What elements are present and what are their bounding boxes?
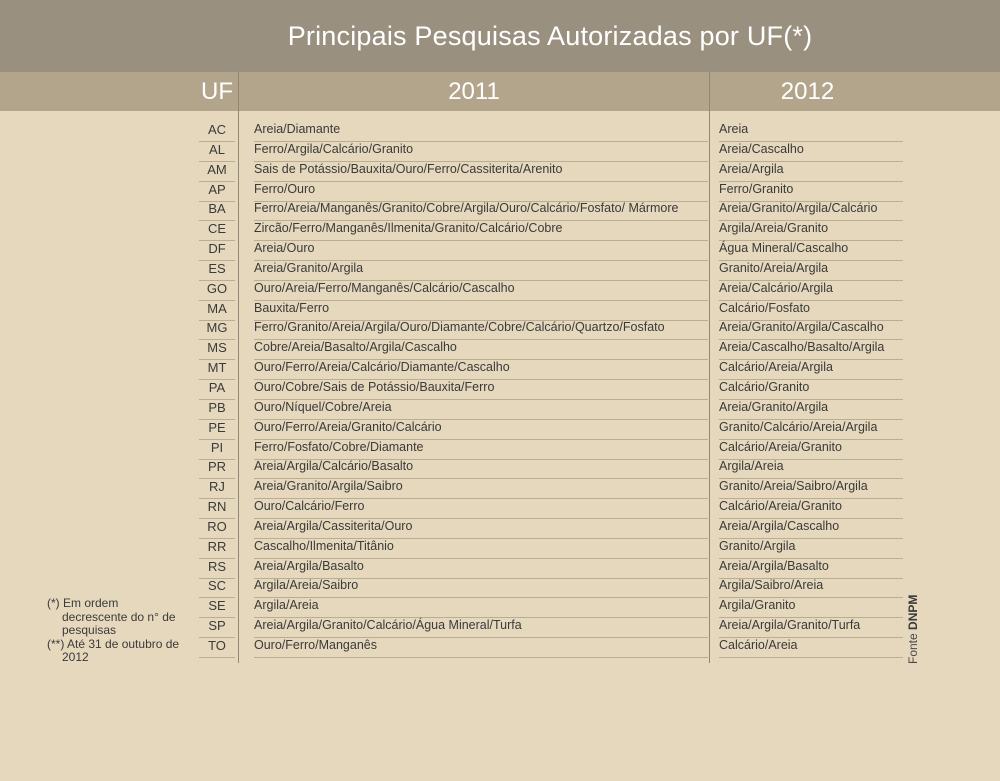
cell-2011: Ferro/Fosfato/Cobre/Diamante <box>254 440 708 460</box>
table-row <box>199 576 903 596</box>
cell-2011: Areia/Granito/Argila <box>254 261 708 281</box>
cell-2011: Areia/Argila/Basalto <box>254 559 708 579</box>
cell-2011: Ferro/Granito/Areia/Argila/Ouro/Diamante/Cobre/Calcário/Quartzo/Fosfato <box>254 320 708 340</box>
cell-2011: Argila/Areia <box>254 598 708 618</box>
table-header <box>0 72 1000 111</box>
cell-uf: ES <box>199 261 235 281</box>
source-prefix: Fonte <box>906 633 920 664</box>
cell-uf: RO <box>199 519 235 539</box>
cell-2011: Ouro/Calcário/Ferro <box>254 499 708 519</box>
cell-uf: MS <box>199 340 235 360</box>
cell-2012: Argila/Areia <box>719 459 903 479</box>
cell-uf: RR <box>199 539 235 559</box>
column-header-2011: 2011 <box>448 78 500 105</box>
column-header-2012: 2012 <box>780 78 835 105</box>
cell-2012: Granito/Areia/Argila <box>719 261 903 281</box>
source-credit <box>903 594 923 664</box>
page-title: Principais Pesquisas Autorizadas por UF(*) <box>287 21 813 51</box>
cell-2011: Ouro/Cobre/Sais de Potássio/Bauxita/Ferro <box>254 380 708 400</box>
cell-2012: Calcário/Granito <box>719 380 903 400</box>
cell-uf: RN <box>199 499 235 519</box>
cell-2012: Calcário/Areia/Argila <box>719 360 903 380</box>
cell-uf: PA <box>199 380 235 400</box>
cell-2012: Areia/Granito/Argila/Calcário <box>719 201 903 221</box>
table-row <box>199 239 903 259</box>
cell-2011: Ouro/Níquel/Cobre/Areia <box>254 400 708 420</box>
cell-uf: SC <box>199 578 235 598</box>
table-row <box>199 557 903 577</box>
cell-uf: AP <box>199 182 235 202</box>
footnote-date: (**) Até 31 de outubro de 2012 <box>47 636 180 664</box>
table-row <box>199 358 903 378</box>
cell-2011: Areia/Ouro <box>254 241 708 261</box>
cell-2012: Calcário/Areia/Granito <box>719 440 903 460</box>
cell-2011: Sais de Potássio/Bauxita/Ouro/Ferro/Cassiterita/Arenito <box>254 162 708 182</box>
cell-uf: AM <box>199 162 235 182</box>
table-row <box>199 596 903 616</box>
cell-2012: Areia/Cascalho/Basalto/Argila <box>719 340 903 360</box>
table-row <box>199 318 903 338</box>
cell-2012: Areia/Argila/Cascalho <box>719 519 903 539</box>
table-row <box>199 537 903 557</box>
cell-2012: Argila/Granito <box>719 598 903 618</box>
cell-2012: Granito/Argila <box>719 539 903 559</box>
cell-uf: SE <box>199 598 235 618</box>
cell-2011: Ouro/Ferro/Areia/Granito/Calcário <box>254 420 708 440</box>
column-header-uf: UF <box>201 78 233 105</box>
table-row <box>199 616 903 636</box>
cell-2012: Areia/Calcário/Argila <box>719 281 903 301</box>
data-table <box>199 120 903 656</box>
table-row <box>199 120 903 140</box>
cell-2011: Zircão/Ferro/Manganês/Ilmenita/Granito/Calcário/Cobre <box>254 221 708 241</box>
cell-2012: Ferro/Granito <box>719 182 903 202</box>
cell-2011: Areia/Argila/Cassiterita/Ouro <box>254 519 708 539</box>
cell-uf: GO <box>199 281 235 301</box>
table-row <box>199 517 903 537</box>
source-name: DNPM <box>906 594 920 630</box>
table-row <box>199 219 903 239</box>
table-row <box>199 497 903 517</box>
cell-2011: Areia/Argila/Calcário/Basalto <box>254 459 708 479</box>
cell-uf: TO <box>199 638 235 658</box>
cell-uf: AC <box>199 122 235 142</box>
cell-uf: PI <box>199 440 235 460</box>
cell-2011: Areia/Argila/Granito/Calcário/Água Mineral/Turfa <box>254 618 708 638</box>
cell-2011: Areia/Granito/Argila/Saibro <box>254 479 708 499</box>
cell-uf: RJ <box>199 479 235 499</box>
cell-2012: Calcário/Areia/Granito <box>719 499 903 519</box>
cell-uf: SP <box>199 618 235 638</box>
cell-uf: PE <box>199 420 235 440</box>
cell-2011: Ferro/Argila/Calcário/Granito <box>254 142 708 162</box>
table-row <box>199 160 903 180</box>
cell-2012: Argila/Saibro/Areia <box>719 578 903 598</box>
table-row <box>199 636 903 656</box>
cell-2012: Água Mineral/Cascalho <box>719 241 903 261</box>
table-row <box>199 477 903 497</box>
table-row <box>199 338 903 358</box>
footnotes <box>47 597 187 665</box>
table-row <box>199 378 903 398</box>
table-row <box>199 299 903 319</box>
cell-2011: Ferro/Areia/Manganês/Granito/Cobre/Argila/Ouro/Calcário/Fosfato/ Mármore <box>254 201 708 221</box>
cell-2012: Calcário/Areia <box>719 638 903 658</box>
cell-uf: DF <box>199 241 235 261</box>
cell-2011: Ouro/Ferro/Manganês <box>254 638 708 658</box>
cell-2012: Argila/Areia/Granito <box>719 221 903 241</box>
table-row <box>199 438 903 458</box>
cell-2011: Ferro/Ouro <box>254 182 708 202</box>
table-row <box>199 418 903 438</box>
cell-2012: Areia/Cascalho <box>719 142 903 162</box>
footnote-order: (*) Em ordem decrescente do n° de pesquisas <box>47 596 176 637</box>
cell-uf: MA <box>199 301 235 321</box>
cell-2012: Calcário/Fosfato <box>719 301 903 321</box>
cell-2012: Areia/Argila <box>719 162 903 182</box>
title-bar <box>0 0 1000 72</box>
cell-2011: Argila/Areia/Saibro <box>254 578 708 598</box>
cell-uf: PB <box>199 400 235 420</box>
cell-uf: AL <box>199 142 235 162</box>
cell-2012: Areia/Argila/Basalto <box>719 559 903 579</box>
table-row <box>199 140 903 160</box>
cell-2012: Areia <box>719 122 903 142</box>
cell-uf: MT <box>199 360 235 380</box>
cell-2012: Areia/Granito/Argila/Cascalho <box>719 320 903 340</box>
cell-2011: Cobre/Areia/Basalto/Argila/Cascalho <box>254 340 708 360</box>
cell-2011: Bauxita/Ferro <box>254 301 708 321</box>
cell-2012: Areia/Granito/Argila <box>719 400 903 420</box>
table-row <box>199 279 903 299</box>
table-row <box>199 398 903 418</box>
cell-2012: Granito/Areia/Saibro/Argila <box>719 479 903 499</box>
table-row <box>199 259 903 279</box>
cell-uf: RS <box>199 559 235 579</box>
table-row <box>199 180 903 200</box>
cell-2011: Ouro/Areia/Ferro/Manganês/Calcário/Cascalho <box>254 281 708 301</box>
cell-2012: Granito/Calcário/Areia/Argila <box>719 420 903 440</box>
cell-2011: Areia/Diamante <box>254 122 708 142</box>
table-row <box>199 199 903 219</box>
cell-2011: Cascalho/Ilmenita/Titânio <box>254 539 708 559</box>
table-row <box>199 457 903 477</box>
cell-uf: BA <box>199 201 235 221</box>
cell-uf: MG <box>199 320 235 340</box>
cell-uf: CE <box>199 221 235 241</box>
cell-uf: PR <box>199 459 235 479</box>
cell-2012: Areia/Argila/Granito/Turfa <box>719 618 903 638</box>
cell-2011: Ouro/Ferro/Areia/Calcário/Diamante/Cascalho <box>254 360 708 380</box>
